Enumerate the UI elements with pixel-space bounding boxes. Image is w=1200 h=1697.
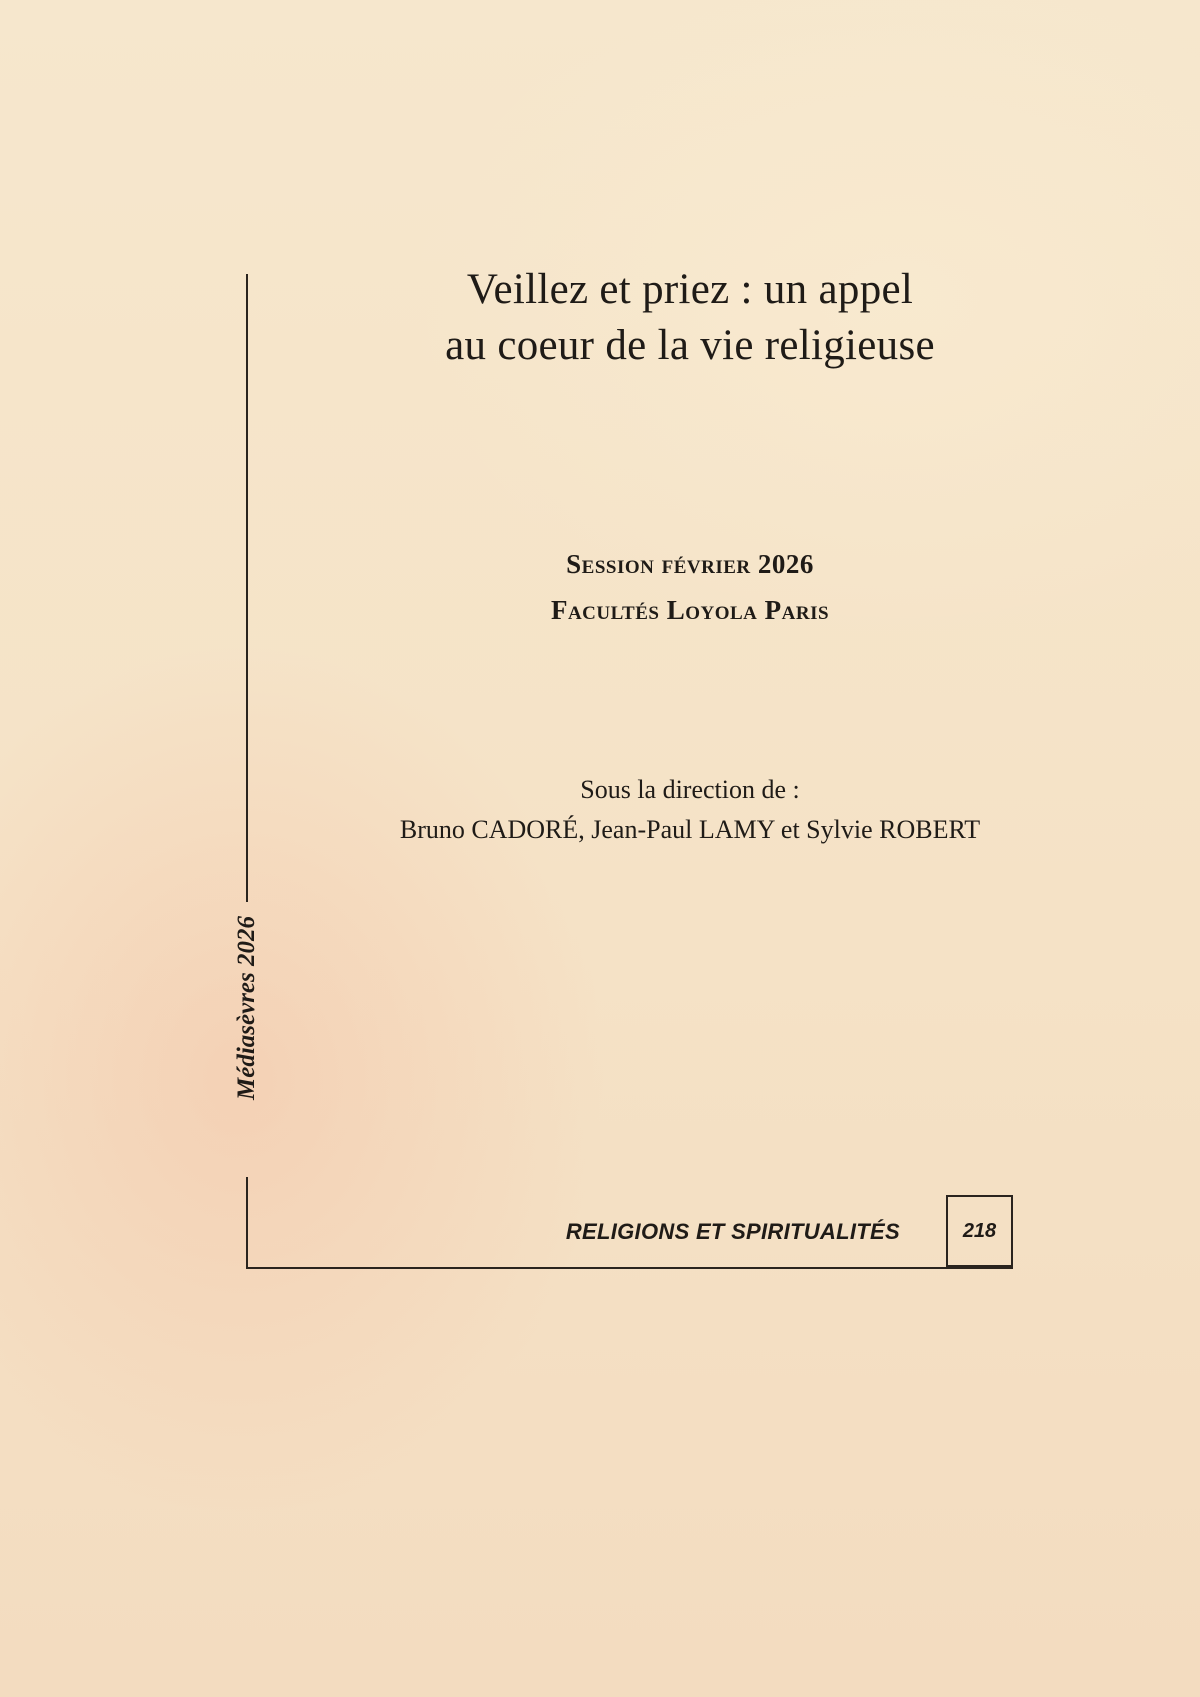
vertical-rule-top: [246, 274, 248, 902]
collection-name: RELIGIONS ET SPIRITUALITÉS: [565, 1219, 900, 1244]
session-venue: Facultés Loyola Paris: [550, 595, 830, 625]
bottom-rule: [246, 1267, 1013, 1269]
collection-number: 218: [962, 1219, 997, 1242]
collection-number-box: [946, 1195, 1013, 1267]
editors-block: [300, 770, 1080, 850]
vertical-rule-bottom: [246, 1177, 248, 1269]
spine-text: Médiasèvres 2026: [233, 916, 260, 1100]
session-date: Session février 2026: [566, 549, 814, 579]
title-line-2: au coeur de la vie religieuse: [445, 322, 935, 369]
book-title: [300, 262, 1080, 374]
editors-names: Bruno CADORÉ, Jean-Paul LAMY et Sylvie ROBERT: [399, 815, 981, 844]
direction-label: Sous la direction de :: [580, 775, 800, 804]
session-info: [300, 541, 1080, 633]
title-line-1: Veillez et priez : un appel: [466, 266, 914, 313]
